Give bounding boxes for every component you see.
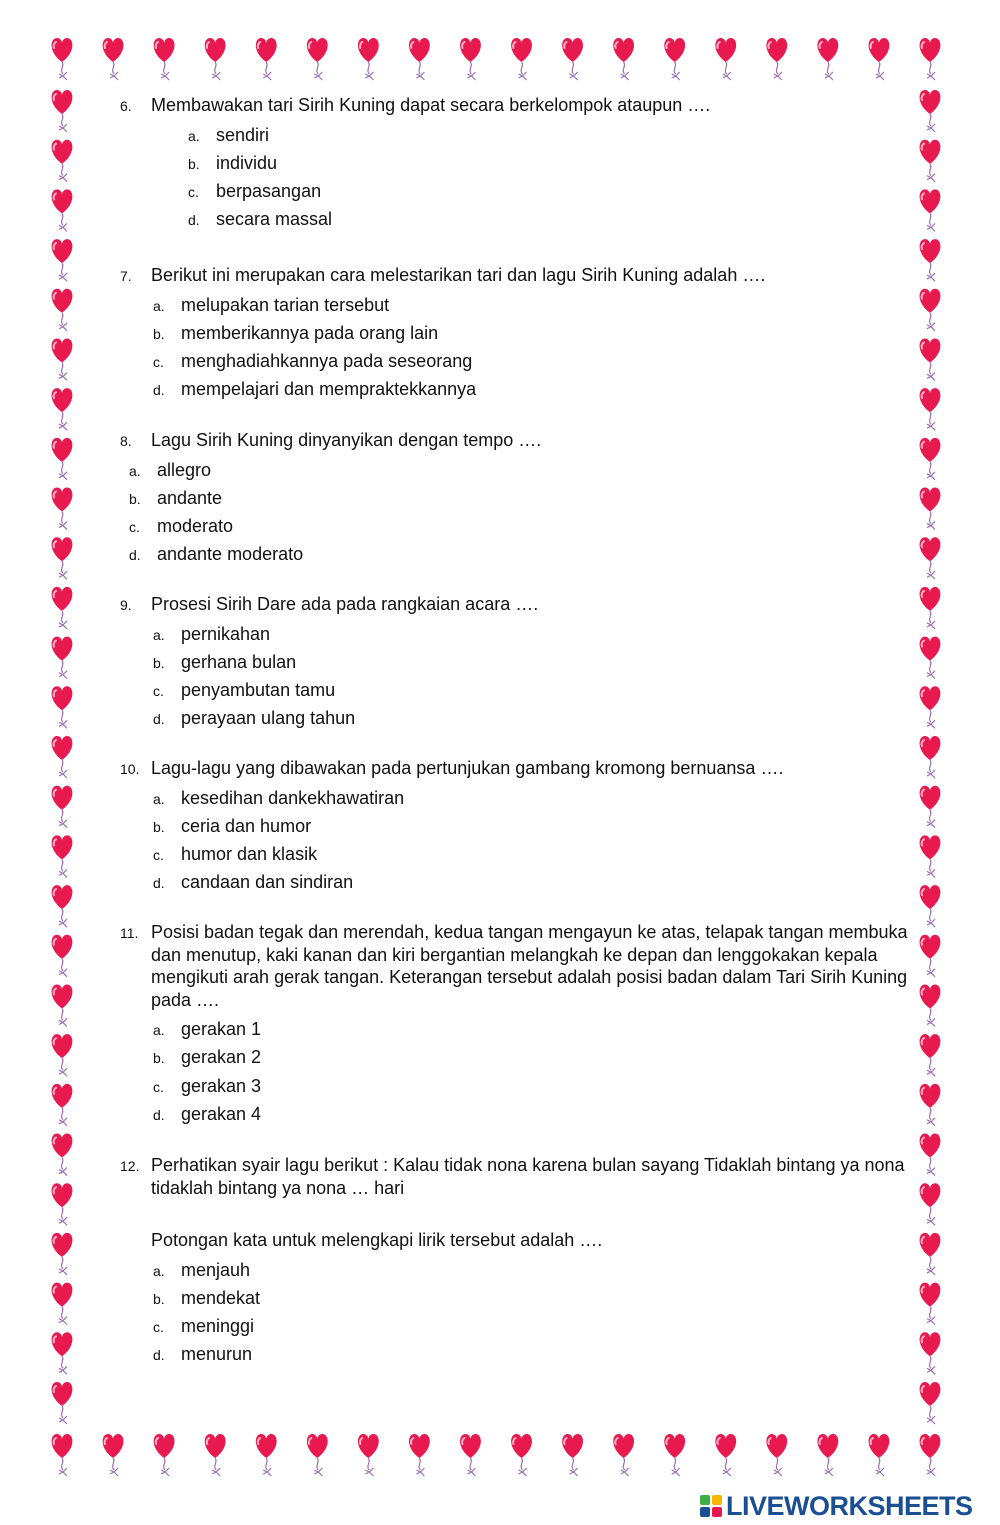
option-text: moderato — [157, 516, 234, 537]
heart-balloon-icon — [154, 38, 175, 80]
option-letter: d. — [153, 711, 165, 728]
question-text: Membawakan tari Sirih Kuning dapat secara berkelompok ataupun …. — [151, 95, 711, 115]
heart-balloon-icon — [920, 1233, 941, 1275]
answer-option[interactable] — [120, 1100, 910, 1128]
answer-option[interactable] — [120, 1072, 910, 1100]
heart-balloon-icon — [52, 488, 73, 530]
question — [120, 94, 910, 234]
answer-option[interactable] — [120, 319, 910, 347]
option-text: sendiri — [216, 124, 270, 145]
option-letter: b. — [153, 1050, 165, 1067]
heart-balloon-icon — [766, 38, 787, 80]
heart-balloon-icon — [920, 537, 941, 579]
heart-balloon-icon — [52, 587, 73, 629]
heart-balloon-icon — [52, 140, 73, 182]
answer-option[interactable] — [120, 205, 910, 233]
heart-balloon-icon — [307, 38, 328, 80]
answer-option[interactable] — [120, 812, 910, 840]
question — [120, 264, 910, 404]
question-number: 12. — [120, 1158, 140, 1174]
heart-balloon-icon — [52, 1233, 73, 1275]
heart-balloon-icon — [358, 38, 379, 80]
answer-option[interactable] — [120, 1256, 910, 1284]
heart-balloon-icon — [52, 835, 73, 877]
heart-balloon-icon — [52, 289, 73, 331]
answer-option[interactable] — [120, 291, 910, 319]
heart-balloon-icon — [52, 537, 73, 579]
heart-balloon-icon — [52, 786, 73, 828]
question-number: 11. — [120, 925, 139, 941]
heart-balloon-icon — [920, 1183, 941, 1225]
heart-balloon-icon — [511, 1434, 532, 1476]
heart-balloon-icon — [920, 1283, 941, 1325]
answer-option[interactable] — [120, 149, 910, 177]
heart-balloon-icon — [920, 388, 941, 430]
heart-balloon-icon — [103, 38, 124, 80]
question — [120, 757, 910, 897]
question-number: 7. — [120, 268, 132, 284]
heart-balloon-icon — [920, 1332, 941, 1374]
answer-option[interactable] — [120, 1284, 910, 1312]
heart-balloon-icon — [920, 686, 941, 728]
option-letter: d. — [188, 212, 200, 229]
heart-balloon-icon — [562, 38, 583, 80]
answer-option[interactable] — [120, 1043, 910, 1071]
heart-balloon-icon — [715, 1434, 736, 1476]
heart-balloon-icon — [613, 1434, 634, 1476]
option-text: gerakan 4 — [181, 1103, 262, 1124]
heart-balloon-icon — [307, 1434, 328, 1476]
heart-balloon-icon — [460, 38, 481, 80]
heart-balloon-icon — [920, 239, 941, 281]
liveworksheets-logo-icon — [700, 1495, 722, 1517]
heart-balloon-icon — [920, 38, 941, 80]
option-letter: c. — [153, 1319, 164, 1336]
answer-option[interactable] — [120, 484, 910, 512]
answer-option[interactable] — [120, 620, 910, 648]
option-text: ceria dan humor — [181, 815, 312, 836]
answer-option[interactable] — [120, 648, 910, 676]
heart-balloon-icon — [920, 488, 941, 530]
question — [120, 593, 910, 733]
heart-balloon-icon — [920, 637, 941, 679]
answer-option[interactable] — [120, 177, 910, 205]
option-letter: a. — [153, 1262, 165, 1279]
heart-balloon-icon — [920, 786, 941, 828]
heart-balloon-icon — [52, 1283, 73, 1325]
answer-option[interactable] — [120, 1340, 910, 1368]
question-text: Berikut ini merupakan cara melestarikan tari dan lagu Sirih Kuning adalah …. — [151, 265, 766, 285]
option-letter: d. — [153, 875, 165, 892]
option-letter: c. — [153, 847, 164, 864]
answer-option[interactable] — [120, 1015, 910, 1043]
option-text: melupakan tarian tersebut — [181, 294, 390, 315]
option-text: berpasangan — [216, 181, 322, 202]
heart-balloon-icon — [52, 338, 73, 380]
question-text: Posisi badan tegak dan merendah, kedua tangan mengayun ke atas, telapak tangan membuka dan menutup, kaki kanan dan kiri bergantian melangkah ke depan dan lenggokakan kepala mengikuti arah gerak tangan. Keterangan tersebut adalah posisi badan dalam Tari Sirih Kuning pada …. — [151, 922, 908, 1010]
heart-balloon-icon — [920, 338, 941, 380]
option-text: pernikahan — [181, 623, 271, 644]
option-text: humor dan klasik — [181, 844, 318, 865]
option-letter: a. — [153, 790, 165, 807]
heart-balloon-icon — [920, 90, 941, 132]
option-letter: a. — [129, 462, 141, 479]
heart-balloon-icon — [256, 38, 277, 80]
heart-balloon-icon — [920, 1134, 941, 1176]
heart-balloon-icon — [920, 885, 941, 927]
heart-balloon-icon — [52, 438, 73, 480]
heart-balloon-icon — [52, 90, 73, 132]
answer-option[interactable] — [120, 1312, 910, 1340]
heart-balloon-icon — [205, 1434, 226, 1476]
heart-balloon-icon — [52, 637, 73, 679]
answer-option[interactable] — [120, 456, 910, 484]
option-text: andante moderato — [157, 544, 304, 565]
heart-balloon-icon — [766, 1434, 787, 1476]
heart-balloon-icon — [920, 935, 941, 977]
question-text: Perhatikan syair lagu berikut : Kalau tidak nona karena bulan sayang Tidaklah bintang ya nona tidaklah bintang ya nona … hari — [151, 1155, 905, 1198]
heart-balloon-icon — [920, 1434, 941, 1476]
heart-balloon-icon — [52, 239, 73, 281]
heart-balloon-icon — [920, 984, 941, 1026]
option-letter: d. — [153, 382, 165, 399]
heart-balloon-icon — [817, 38, 838, 80]
heart-balloon-icon — [52, 1034, 73, 1076]
option-letter: a. — [153, 1022, 165, 1038]
heart-balloon-icon — [664, 38, 685, 80]
option-text: mendekat — [181, 1287, 261, 1308]
heart-balloon-icon — [52, 38, 73, 80]
heart-balloon-icon — [409, 38, 430, 80]
heart-balloon-icon — [920, 1084, 941, 1126]
option-letter: c. — [129, 519, 140, 536]
question-text: Lagu Sirih Kuning dinyanyikan dengan tempo …. — [151, 430, 542, 450]
option-text: menurun — [181, 1344, 253, 1365]
heart-balloon-icon — [920, 140, 941, 182]
option-text: perayaan ulang tahun — [181, 708, 356, 729]
option-text: mempelajari dan mempraktekkannya — [181, 379, 477, 400]
answer-option[interactable] — [120, 868, 910, 896]
liveworksheets-logo[interactable] — [700, 1490, 973, 1522]
heart-balloon-icon — [664, 1434, 685, 1476]
heart-balloon-icon — [817, 1434, 838, 1476]
question — [120, 429, 910, 569]
option-text: kesedihan dankekhawatiran — [181, 787, 405, 808]
heart-balloon-icon — [562, 1434, 583, 1476]
option-text: memberikannya pada orang lain — [181, 322, 439, 343]
option-letter: a. — [153, 297, 165, 314]
option-text: meninggi — [181, 1316, 255, 1337]
answer-option[interactable] — [120, 784, 910, 812]
heart-balloon-icon — [205, 38, 226, 80]
option-list — [120, 456, 910, 569]
heart-balloon-icon — [869, 38, 890, 80]
option-text: gerakan 1 — [181, 1019, 262, 1039]
heart-balloon-icon — [52, 935, 73, 977]
option-text: gerhana bulan — [181, 651, 297, 672]
option-list — [120, 1256, 910, 1369]
option-letter: b. — [153, 325, 165, 342]
brand-name: LIVEWORKSHEETS — [726, 1490, 973, 1521]
option-letter: c. — [153, 683, 164, 700]
heart-balloon-icon — [52, 984, 73, 1026]
option-list — [120, 1015, 910, 1128]
option-letter: b. — [129, 490, 141, 507]
question-number: 8. — [120, 433, 132, 449]
heart-balloon-icon — [256, 1434, 277, 1476]
option-list — [120, 784, 910, 897]
option-text: gerakan 2 — [181, 1047, 262, 1068]
heart-balloon-icon — [52, 736, 73, 778]
question — [120, 921, 910, 1128]
option-letter: a. — [153, 626, 165, 643]
option-list — [120, 620, 910, 733]
heart-balloon-icon — [52, 885, 73, 927]
question-number: 6. — [120, 98, 132, 114]
answer-option[interactable] — [120, 704, 910, 732]
heart-balloon-icon — [52, 1382, 73, 1424]
heart-balloon-icon — [52, 686, 73, 728]
option-letter: c. — [153, 354, 164, 371]
heart-balloon-icon — [52, 1183, 73, 1225]
heart-balloon-icon — [52, 1332, 73, 1374]
heart-balloon-icon — [409, 1434, 430, 1476]
heart-balloon-icon — [52, 1434, 73, 1476]
question-number: 9. — [120, 597, 132, 613]
heart-balloon-icon — [103, 1434, 124, 1476]
heart-balloon-icon — [52, 1134, 73, 1176]
heart-balloon-icon — [920, 1034, 941, 1076]
answer-option[interactable] — [120, 676, 910, 704]
option-letter: c. — [188, 184, 199, 201]
heart-balloon-icon — [154, 1434, 175, 1476]
answer-option[interactable] — [120, 540, 910, 568]
heart-balloon-icon — [920, 736, 941, 778]
question-subtext: Potongan kata untuk melengkapi lirik tersebut adalah …. — [151, 1230, 603, 1250]
option-text: allegro — [157, 459, 212, 480]
option-letter: b. — [188, 155, 200, 172]
heart-balloon-icon — [920, 1382, 941, 1424]
question-text: Lagu-lagu yang dibawakan pada pertunjukan gambang kromong bernuansa …. — [151, 758, 784, 778]
heart-balloon-icon — [613, 38, 634, 80]
option-letter: d. — [129, 547, 141, 564]
option-letter: b. — [153, 654, 165, 671]
heart-balloon-icon — [715, 38, 736, 80]
option-text: menghadiahkannya pada seseorang — [181, 351, 473, 372]
heart-balloon-icon — [52, 1084, 73, 1126]
answer-option[interactable] — [120, 121, 910, 149]
option-letter: b. — [153, 1290, 165, 1307]
heart-balloon-icon — [52, 388, 73, 430]
question-number: 10. — [120, 761, 140, 777]
heart-balloon-icon — [52, 189, 73, 231]
option-letter: c. — [153, 1078, 164, 1095]
heart-balloon-icon — [920, 289, 941, 331]
option-list — [120, 291, 910, 404]
option-text: penyambutan tamu — [181, 680, 336, 701]
option-list — [120, 121, 910, 234]
option-text: individu — [216, 152, 278, 173]
option-letter: d. — [153, 1106, 165, 1123]
heart-balloon-icon — [920, 587, 941, 629]
option-text: secara massal — [216, 209, 333, 230]
heart-balloon-icon — [920, 835, 941, 877]
question — [120, 1154, 910, 1369]
heart-balloon-icon — [920, 438, 941, 480]
option-text: gerakan 3 — [181, 1075, 262, 1096]
answer-option[interactable] — [120, 512, 910, 540]
question-text: Prosesi Sirih Dare ada pada rangkaian acara …. — [151, 594, 539, 614]
heart-balloon-icon — [920, 189, 941, 231]
answer-option[interactable] — [120, 375, 910, 403]
heart-balloon-icon — [869, 1434, 890, 1476]
option-letter: a. — [188, 127, 200, 144]
option-text: candaan dan sindiran — [181, 872, 354, 893]
option-letter: d. — [153, 1347, 165, 1364]
option-text: menjauh — [181, 1259, 251, 1280]
heart-balloon-icon — [358, 1434, 379, 1476]
option-letter: b. — [153, 818, 165, 835]
answer-option[interactable] — [120, 840, 910, 868]
option-text: andante — [157, 487, 223, 508]
heart-balloon-icon — [511, 38, 532, 80]
answer-option[interactable] — [120, 347, 910, 375]
heart-balloon-icon — [460, 1434, 481, 1476]
